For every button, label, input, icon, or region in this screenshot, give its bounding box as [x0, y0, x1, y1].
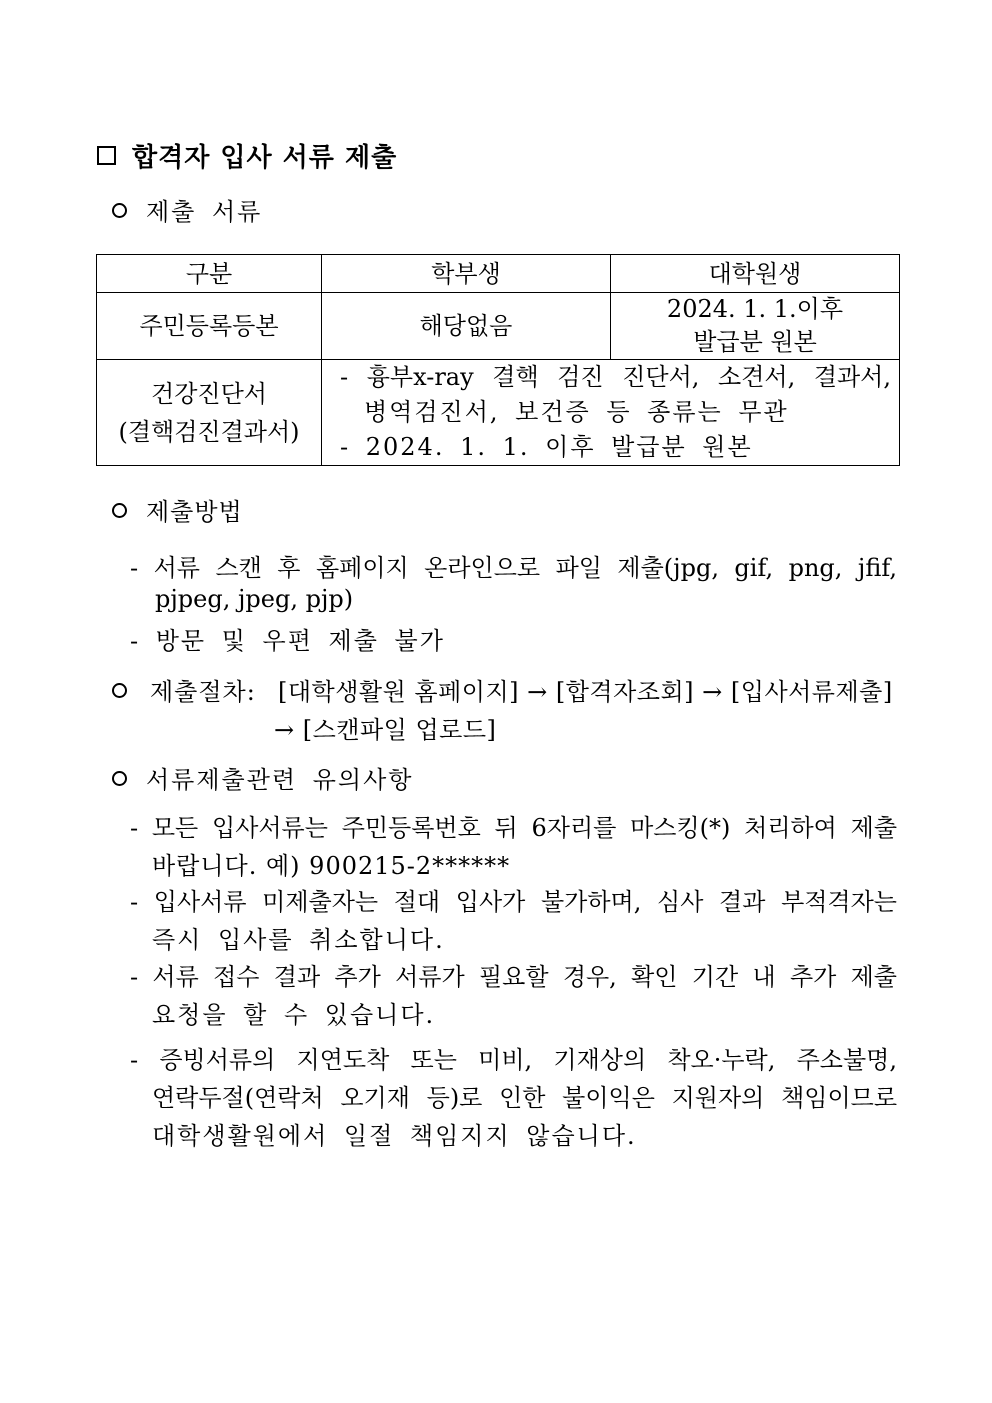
- note4-line1: - 증빙서류의 지연도착 또는 미비, 기재상의 착오·누락, 주소불명,: [130, 1046, 897, 1074]
- circle-bullet-icon: [112, 683, 127, 698]
- note2-line2: 즉시 입사를 취소합니다.: [152, 926, 445, 954]
- notes-heading: 서류제출관련 유의사항: [146, 766, 414, 794]
- row-category: [97, 360, 322, 466]
- section-title: 합격자 입사 서류 제출: [132, 143, 398, 173]
- note4-line2: 연락두절(연락처 오기재 등)로 인한 불이익은 지원자의 책임이므로: [152, 1084, 897, 1112]
- header-grad: 대학원생: [611, 255, 900, 293]
- procedure-label: 제출절차:: [150, 678, 256, 706]
- grad-line1: 2024. 1. 1.이후: [666, 295, 844, 323]
- detail-line1: - 흉부x-ray 결핵 검진 진단서, 소견서, 결과서,: [340, 363, 891, 391]
- category-line1: 건강진단서: [151, 379, 267, 408]
- checkbox-square-icon: [97, 146, 116, 165]
- method-item1-line2: pjpeg, jpeg, pjp): [155, 585, 354, 613]
- table-row: [97, 360, 900, 466]
- detail-line2: 병역검진서, 보건증 등 종류는 무관: [364, 398, 789, 426]
- method-item1-line1: - 서류 스캔 후 홈페이지 온라인으로 파일 제출(jpg, gif, png, jfif,: [130, 554, 897, 582]
- row-detail: [322, 360, 900, 466]
- procedure-line1: [대학생활원 홈페이지] → [합격자조회] → [입사서류제출]: [278, 678, 893, 706]
- method-heading: 제출방법: [146, 498, 243, 526]
- note2-line1: - 입사서류 미제출자는 절대 입사가 불가하며, 심사 결과 부적격자는: [130, 888, 897, 916]
- note1-line2: 바랍니다. 예) 900215-2******: [152, 852, 511, 880]
- circle-bullet-icon: [112, 203, 127, 218]
- header-undergrad: 학부생: [322, 255, 611, 293]
- table-row: [97, 293, 900, 360]
- circle-bullet-icon: [112, 503, 127, 518]
- row-category: 주민등록등본: [97, 293, 322, 360]
- method-item2: - 방문 및 우편 제출 불가: [130, 627, 445, 655]
- header-category: 구분: [97, 255, 322, 293]
- row-grad: [611, 293, 900, 360]
- table-header-row: [97, 255, 900, 293]
- grad-line2: 발급분 원본: [693, 328, 817, 356]
- note3-line2: 요청을 할 수 있습니다.: [152, 1001, 436, 1029]
- circle-bullet-icon: [112, 771, 127, 786]
- documents-table: [96, 254, 900, 466]
- note4-line3: 대학생활원에서 일절 책임지지 않습니다.: [152, 1122, 637, 1150]
- row-undergrad: 해당없음: [322, 293, 611, 360]
- documents-heading: 제출 서류: [146, 198, 263, 226]
- category-line2: (결핵검진결과서): [118, 417, 300, 446]
- note1-line1: - 모든 입사서류는 주민등록번호 뒤 6자리를 마스킹(*) 처리하여 제출: [130, 814, 897, 842]
- note3-line1: - 서류 접수 결과 추가 서류가 필요할 경우, 확인 기간 내 추가 제출: [130, 963, 897, 991]
- detail-line3: - 2024. 1. 1. 이후 발급분 원본: [340, 433, 753, 461]
- procedure-line2: → [스캔파일 업로드]: [274, 716, 497, 744]
